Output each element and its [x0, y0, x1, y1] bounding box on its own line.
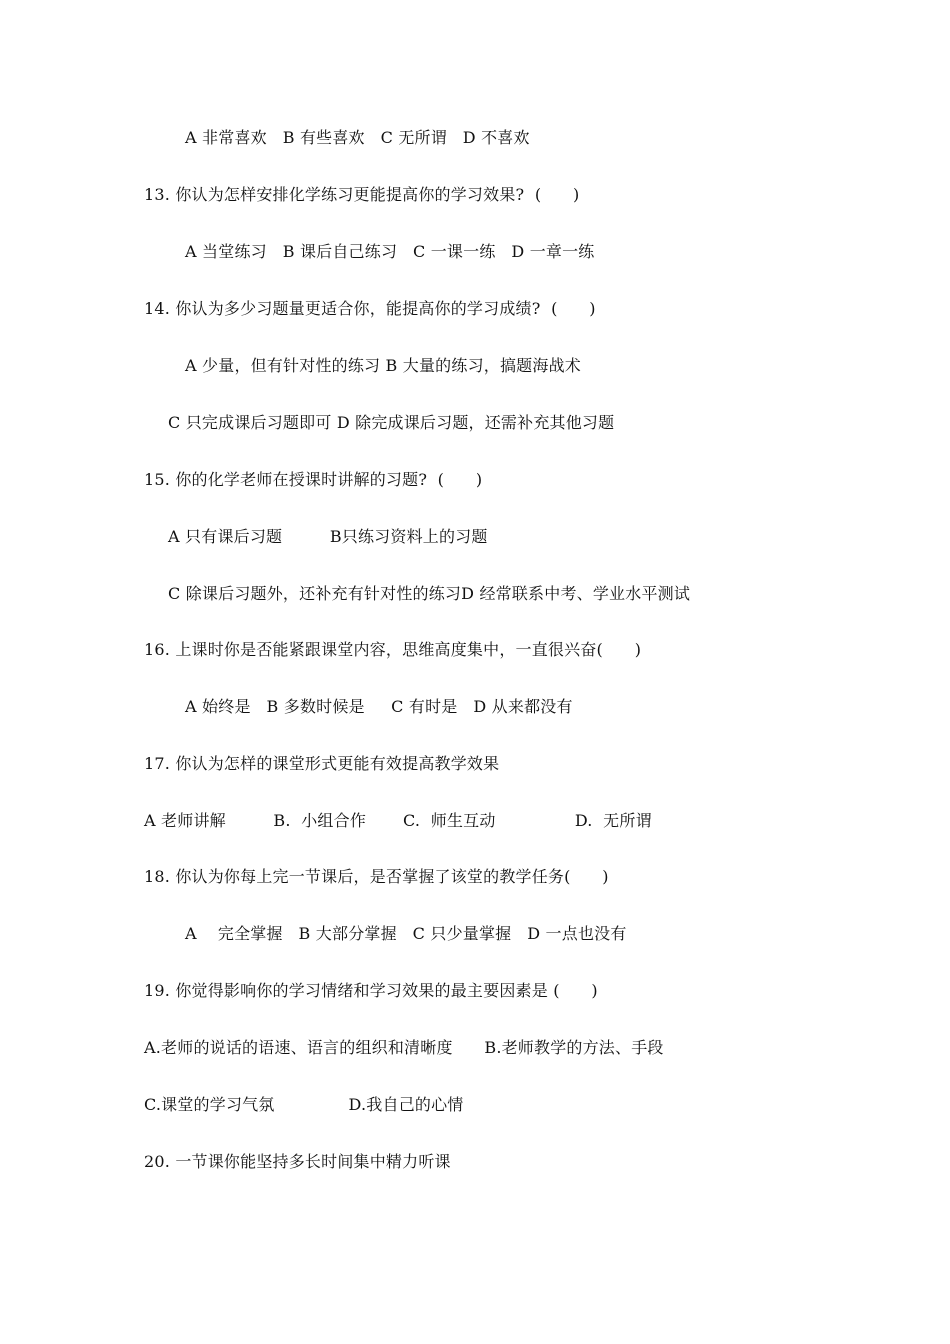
q16-question: 16. 上课时你是否能紧跟课堂内容，思维高度集中，一直很兴奋( ) — [144, 640, 642, 659]
q14-options-cd: C 只完成课后习题即可 D 除完成课后习题，还需补充其他习题 — [168, 413, 615, 432]
q17-options: A 老师讲解 B. 小组合作 C. 师生互动 D. 无所谓 — [144, 811, 652, 830]
q15-options-cd: C 除课后习题外，还补充有针对性的练习D 经常联系中考、学业水平测试 — [168, 584, 691, 603]
q14-question: 14. 你认为多少习题量更适合你，能提高你的学习成绩? ( ) — [144, 299, 596, 318]
q19-options-cd: C.课堂的学习气氛 D.我自己的心情 — [144, 1095, 464, 1114]
q16-options: A 始终是 B 多数时候是 C 有时是 D 从来都没有 — [185, 697, 573, 716]
q19-question: 19. 你觉得影响你的学习情绪和学习效果的最主要因素是 ( ) — [144, 981, 598, 1000]
q12-options: A 非常喜欢 B 有些喜欢 C 无所谓 D 不喜欢 — [185, 128, 530, 147]
q13-question: 13. 你认为怎样安排化学练习更能提高你的学习效果? ( ) — [144, 185, 580, 204]
q19-options-ab: A.老师的说话的语速、语言的组织和清晰度 B.老师教学的方法、手段 — [144, 1038, 664, 1057]
q14-options-ab: A 少量，但有针对性的练习 B 大量的练习，搞题海战术 — [185, 356, 581, 375]
q18-options: A 完全掌握 B 大部分掌握 C 只少量掌握 D 一点也没有 — [185, 924, 627, 943]
q15-options-ab: A 只有课后习题 B只练习资料上的习题 — [168, 527, 488, 546]
q13-options: A 当堂练习 B 课后自己练习 C 一课一练 D 一章一练 — [185, 242, 595, 261]
q17-question: 17. 你认为怎样的课堂形式更能有效提高教学效果 — [144, 754, 500, 773]
q18-question: 18. 你认为你每上完一节课后，是否掌握了该堂的教学任务( ) — [144, 867, 609, 886]
q20-question: 20. 一节课你能坚持多长时间集中精力听课 — [144, 1152, 451, 1171]
q15-question: 15. 你的化学老师在授课时讲解的习题? ( ) — [144, 470, 483, 489]
